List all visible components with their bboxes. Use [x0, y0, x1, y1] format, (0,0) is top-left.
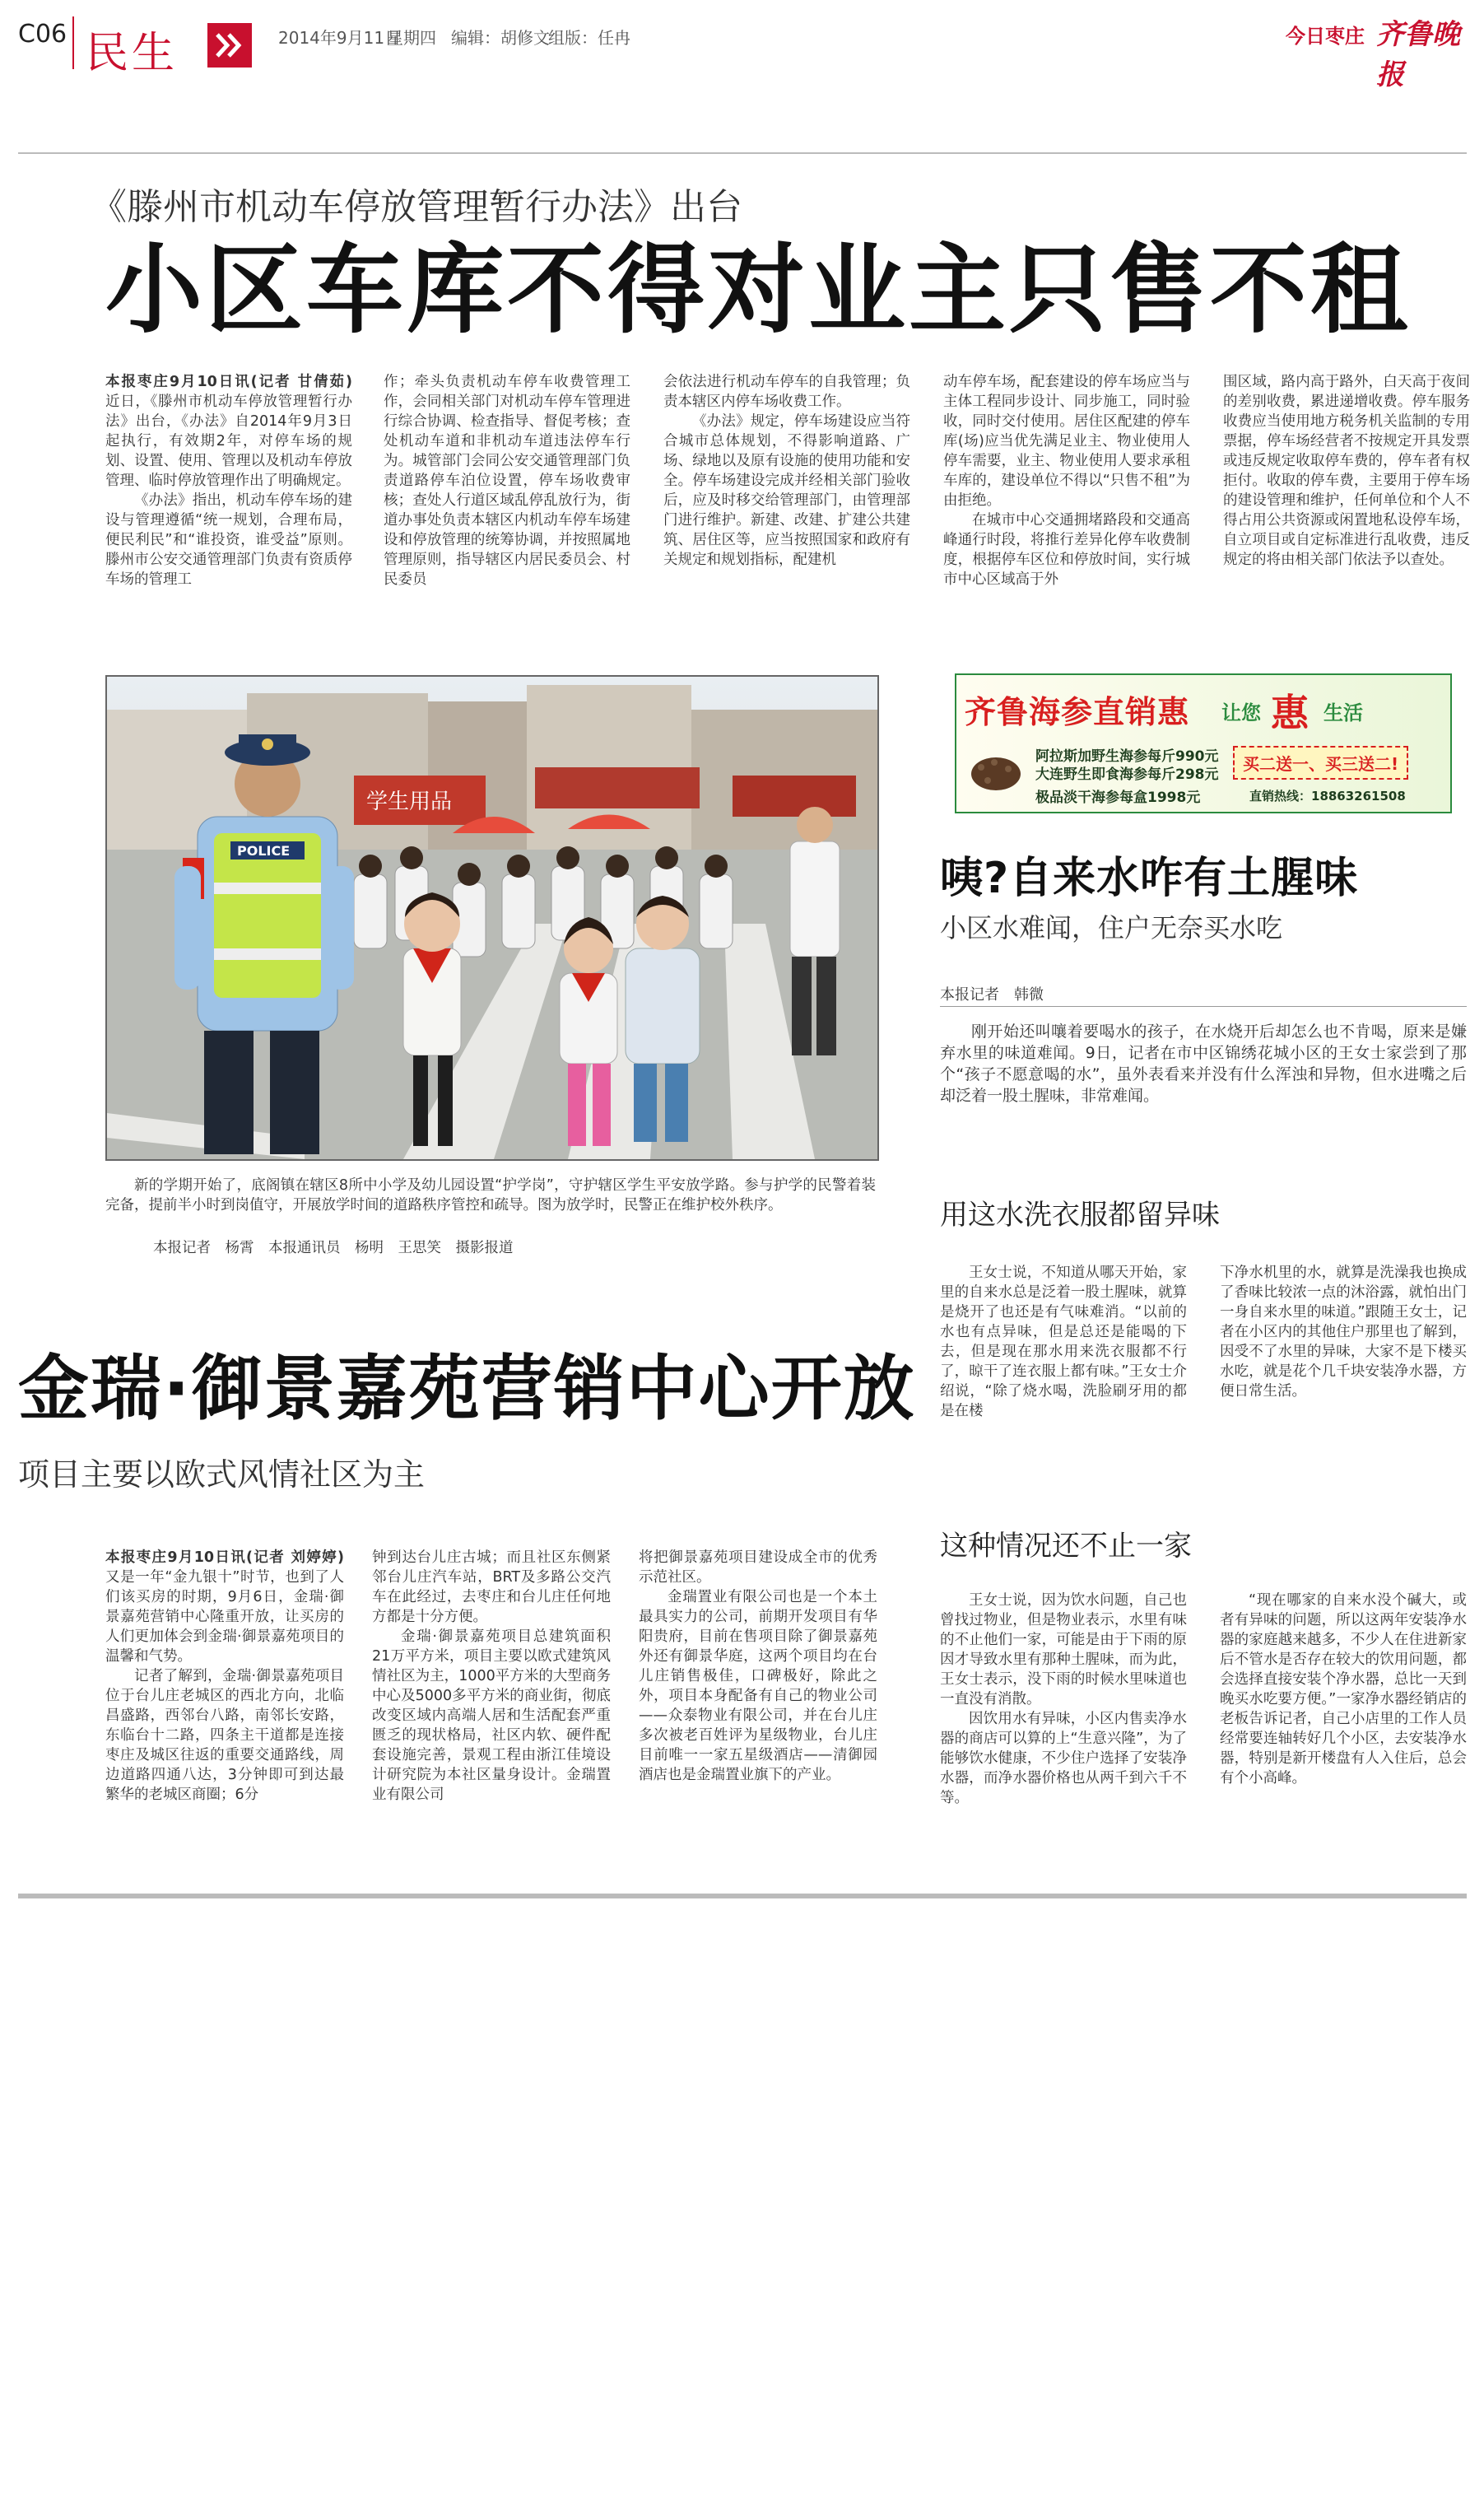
bottom-rule [18, 1894, 1467, 1898]
article1-para: 《办法》指出，机动车停车场的建设与管理遵循“统一规划，合理布局，便民利民”和“谁投资，谁受益”原则。滕州市公安交通管理部门负责有资质停车场的管理工 [105, 492, 352, 588]
ad-slogan-c: 生活 [1324, 701, 1363, 724]
article1-para: 在城市中心交通拥堵路段和交通高峰通行时段，将推行差异化停车收费制度，根据停车区位和停放时间，实行城市中心区域高于外 [943, 512, 1190, 588]
photo-caption-text: 新的学期开始了，底阁镇在辖区8所中小学及幼儿园设置“护学岗”，守护辖区学生平安放学路。参与护学的民警着装完备，提前半小时到岗值守，开展放学时间的道路秩序管控和疏导。图为放学时，民警正在维护校外秩序。 [105, 1177, 876, 1214]
masthead-rule [18, 152, 1467, 154]
article2-s1-col2 [1220, 1263, 1467, 1467]
article1-para: 作；牵头负责机动车停车收费管理工作，会同相关部门对机动车停车管理进行综合协调、检查指导、督促考核；查处机动车道和非机动车道违法停车行为。城管部门会同公安交通管理部门负责道路停车泊位设置，停车场收费审核；查处人行道区域乱停乱放行为，街道办事处负责本辖区内机动车停车场建设和停放管理的统筹协调，并按照属地管理原则，指导辖区内居民委员会、村民委员 [384, 374, 630, 588]
ad-title: 齐鲁海参直销惠 [965, 694, 1190, 730]
brand-logo: 齐鲁晚报 [1376, 18, 1460, 91]
article1-headline: 小区车库不得对业主只售不租 [105, 233, 1412, 347]
issue-weekday: 星期四 [387, 28, 436, 48]
photo-scene [107, 677, 877, 1159]
article1-kicker: 《滕州市机动车停放管理暂行办法》出台 [91, 186, 742, 228]
article1-col2 [384, 372, 630, 631]
shop-sign: 学生用品 [366, 790, 453, 814]
ad-slogan-a: 让您 [1221, 701, 1261, 724]
page-number-divider [72, 16, 74, 69]
article3-col2 [372, 1548, 611, 1875]
article2-s2-col2 [1220, 1591, 1467, 1862]
ad-price-line2: 大连野生即食海参每斤298元 [1035, 766, 1219, 783]
article1-para: 动车停车场，配套建设的停车场应当与主体工程同步设计、同步施工，同时验收，同时交付使用。居住区配建的停车库(场)应当优先满足业主、物业使用人停车需要，业主、物业使用人要求承租车库的，建设单位不得以“只售不租”为由拒绝。 [943, 374, 1190, 509]
page-number: C06 [18, 20, 67, 49]
article2-para: 王女士说，不知道从哪天开始，家里的自来水总是泛着一股土腥味，就算是烧开了也还是有气味难消。“以前的水也有点异味，但是总还是能喝的下去，但是现在那水用来洗衣服都不行了，晾干了连衣服上都有味。”王女士介绍说，“除了烧水喝，洗脸刷牙用的都是在楼 [940, 1265, 1187, 1419]
photo-caption [105, 1176, 876, 1215]
issue-date: 2014年9月11日 [278, 28, 402, 48]
article2-subhead: 小区水难闻，住户无奈买水吃 [940, 912, 1283, 943]
news-photo [105, 675, 879, 1161]
section-arrow-icon [207, 23, 252, 68]
article3-para: 记者了解到，金瑞·御景嘉苑项目位于台儿庄老城区的西北方向，北临昌盛路，西邻台八路，南邻长安路，东临台十二路，四条主干道都是连接枣庄及城区往返的重要交通路线，周边道路四通八达，3分钟即可到达最繁华的老城区商圈；6分 [105, 1668, 344, 1803]
article2-byline-rule [940, 1006, 1467, 1007]
article2-para: “现在哪家的自来水没个碱大，或者有异味的问题，所以这两年安装净水器的家庭越来越多，不少人在住进新家后不管水是否存在较大的饮用问题，都会选择直接安装个净水器，总比一天到晚买水吃要方便。”一家净水器经销店的老板告诉记者，自己小店里的工作人员经常要连轴转好几个小区，去安装净水器，特别是新开楼盘有人入住后，总会有个小高峰。 [1220, 1592, 1467, 1787]
article3-para: 金瑞置业有限公司也是一个本土最具实力的公司，前期开发项目有华阳贵府，目前在售项目除了御景嘉苑外还有御景华庭，这两个项目均在台儿庄销售极佳，口碑极好，除此之外，项目本身配备有自己的物业公司——众泰物业有限公司，并在台儿庄多次被老百姓评为星级物业，台儿庄目前唯一一家五星级酒店——清御园酒店也是金瑞置业旗下的产业。 [639, 1589, 877, 1783]
article3-byline: 本报枣庄9月10日讯(记者 刘婷婷) [105, 1549, 344, 1566]
layout-credit: 组版：任冉 [548, 28, 630, 48]
seacucumber-icon [963, 738, 1029, 807]
article2-byline: 本报记者 韩微 [940, 986, 1044, 1004]
police-vest-text: POLICE [237, 843, 291, 859]
article2-lead [940, 1021, 1467, 1144]
article1-para: 会依法进行机动车停车的自我管理；负责本辖区内停车场收费工作。 [663, 374, 910, 410]
article2-section1-title: 用这水洗衣服都留异味 [940, 1199, 1220, 1232]
article2-para: 因饮用水有异味，小区内售卖净水器的商店可以算的上“生意兴隆”，为了能够饮水健康，不少住户选择了安装净水器，而净水器价格也从两千到六千不等。 [940, 1711, 1187, 1806]
article1-col4 [943, 372, 1190, 631]
seacucumber-ad[interactable] [955, 673, 1452, 813]
ad-phone: 直销热线：18863261508 [1249, 789, 1406, 804]
article1-para: 《办法》规定，停车场建设应当符合城市总体规划，不得影响道路、广场、绿地以及原有设施的使用功能和安全。停车场建设完成并经相关部门验收后，应及时移交给管理部门，由管理部门进行维护。新建、改建、扩建公共建筑、居住区等，应当按照国家和政府有关规定和规划指标，配建机 [663, 413, 910, 568]
editor-credit: 编辑：胡修文 [451, 28, 550, 48]
photo-credit: 本报记者 杨霄 本报通讯员 杨明 王思笑 摄影报道 [153, 1240, 514, 1256]
article2-para: 下净水机里的水，就算是洗澡我也换成了香味比较浓一点的沐浴露，就怕出门一身自来水里的味道。”跟随王女士，记者在小区内的其他住户那里也了解到，因受不了水里的异味，大家不是下楼买水吃，就是花个几千块安装净水器，方便日常生活。 [1220, 1265, 1467, 1400]
article1-col3 [663, 372, 910, 631]
article3-col3 [639, 1548, 877, 1875]
article1-col5 [1223, 372, 1470, 631]
ad-price-line3: 极品淡干海参每盒1998元 [1035, 790, 1201, 806]
article2-para: 王女士说，因为饮水问题，自己也曾找过物业，但是物业表示，水里有味的不止他们一家，可能是由于下雨的原因才导致水里有那种土腥味，而为此，王女士表示，没下雨的时候水里味道也一直没有消散。 [940, 1592, 1187, 1707]
article1-para: 近日，《滕州市机动车停放管理暂行办法》出台，《办法》自2014年9月3日起执行，有效期2年，对停车场的规划、设置、使用、管理以及机动车停放管理、临时停放管理作出了明确规定。 [105, 394, 352, 489]
article3-headline: 金瑞·御景嘉苑营销中心开放 [18, 1348, 916, 1430]
article1-col1 [105, 372, 352, 631]
ad-price-line1: 阿拉斯加野生海参每斤990元 [1035, 748, 1219, 765]
article2-lead-text: 刚开始还叫嚷着要喝水的孩子，在水烧开后却怎么也不肯喝，原来是嫌弃水里的味道难闻。9日，记者在市中区锦绣花城小区的王女士家尝到了那个“孩子不愿意喝的水”，虽外表看来并没有什么浑浊和异物，但水进嘴之后却泛着一股土腥味，非常难闻。 [940, 1023, 1467, 1105]
article3-para: 钟到达台儿庄古城；而且社区东侧紧邻台儿庄汽车站，BRT及多路公交汽车在此经过，去枣庄和台儿庄任何地方都是十分方便。 [372, 1549, 611, 1625]
article2-headline: 咦?自来水咋有土腥味 [940, 854, 1359, 903]
article2-section2-title: 这种情况还不止一家 [940, 1530, 1192, 1563]
article1-byline: 本报枣庄9月10日讯(记者 甘倩茹) [105, 374, 352, 390]
article3-para: 金瑞·御景嘉苑项目总建筑面积21万平方米，项目主要以欧式建筑风情社区为主，1000平方米的大型商务中心及5000多平方米的商业街，彻底改变区域内高端人居和生活配套严重匮乏的现状格局，社区内软、硬件配套设施完善，景观工程由浙江佳境设计研究院为本社区量身设计。金瑞置业有限公司 [372, 1628, 611, 1803]
ad-slogan-b: 惠 [1271, 691, 1309, 735]
article2-s1-col1 [940, 1263, 1187, 1467]
article1-para: 围区域，路内高于路外，白天高于夜间的差别收费，累进递增收费。停车服务收费应当使用地方税务机关监制的专用票据，停车场经营者不按规定开具发票或违反规定收取停车费的，停车者有权拒付。收取的停车费，主要用于停车场的建设管理和维护，任何单位和个人不得占用公共资源或闲置地私设停车场，自立项目或自定标准进行乱收费，违反规定的将由相关部门依法予以查处。 [1223, 374, 1470, 568]
brand-prefix: 今日枣庄 [1286, 25, 1365, 48]
article3-para: 将把御景嘉苑项目建设成全市的优秀示范社区。 [639, 1549, 877, 1586]
section-label: 民生 [86, 29, 179, 78]
article3-subhead: 项目主要以欧式风情社区为主 [18, 1456, 426, 1493]
article3-col1 [105, 1548, 344, 1875]
ad-promo-badge: 买二送一、买三送二! [1233, 746, 1408, 780]
article2-s2-col1 [940, 1591, 1187, 1862]
article3-para: 又是一年“金九银十”时节，也到了人们该买房的时期，9月6日，金瑞·御景嘉苑营销中心隆重开放，让买房的人们更加体会到金瑞·御景嘉苑项目的温馨和气势。 [105, 1569, 344, 1665]
